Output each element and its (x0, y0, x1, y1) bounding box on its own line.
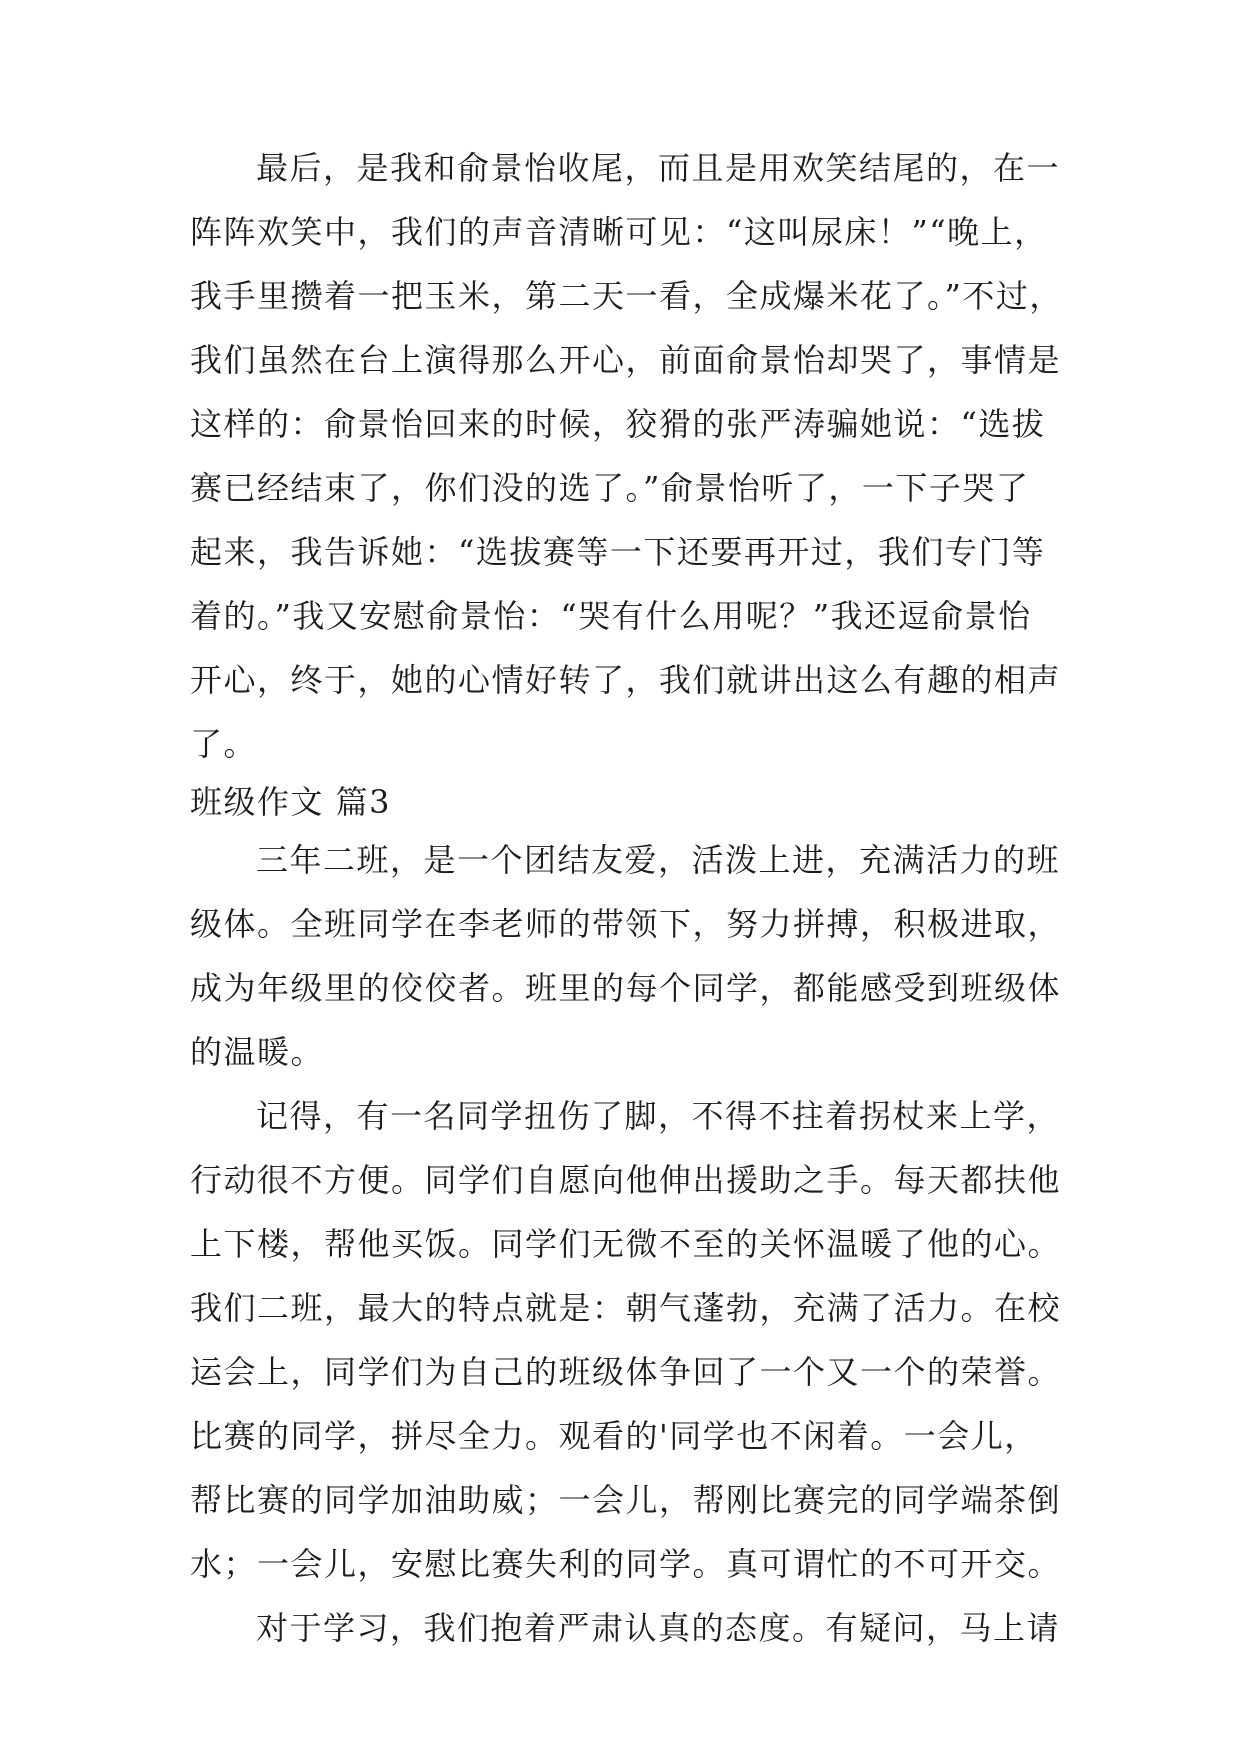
text-line: 最后，是我和俞景怡收尾，而且是用欢笑结尾的，在一 (256, 149, 1061, 187)
text-line: 我们虽然在台上演得那么开心，前面俞景怡却哭了，事情是 (190, 341, 1062, 379)
text-line: 着的。”我又安慰俞景怡：“哭有什么用呢？”我还逗俞景怡 (190, 597, 1032, 635)
text-line: 我们二班，最大的特点就是：朝气蓬勃，充满了活力。在校 (190, 1289, 1062, 1327)
text-line: 级体。全班同学在李老师的带领下，努力拼搏，积极进取， (190, 905, 1062, 943)
text-line: 这样的：俞景怡回来的时候，狡猾的张严涛骗她说：“选拔 (190, 405, 1046, 443)
text-line: 了。 (190, 725, 258, 763)
text-line: 起来，我告诉她：“选拔赛等一下还要再开过，我们专门等 (190, 533, 1046, 571)
text-line: 对于学习，我们抱着严肃认真的态度。有疑问，马上请 (256, 1609, 1061, 1647)
text-line: 赛已经结束了，你们没的选了。”俞景怡听了，一下子哭了 (190, 469, 1030, 507)
section-title: 班级作文 篇3 (190, 783, 392, 821)
text-line: 三年二班，是一个团结友爱，活泼上进，充满活力的班 (256, 841, 1061, 879)
text-line: 我手里攒着一把玉米，第二天一看，全成爆米花了。”不过， (190, 277, 1063, 315)
text-line: 行动很不方便。同学们自愿向他伸出援助之手。每天都扶他 (190, 1161, 1062, 1199)
text-line: 水；一会儿，安慰比赛失利的同学。真可谓忙的不可开交。 (190, 1545, 1062, 1583)
text-line: 记得，有一名同学扭伤了脚，不得不拄着拐杖来上学， (256, 1097, 1061, 1135)
text-line: 阵阵欢笑中，我们的声音清晰可见：“这叫尿床！”“晚上， (190, 213, 1048, 251)
text-line: 开心，终于，她的心情好转了，我们就讲出这么有趣的相声 (190, 661, 1062, 699)
text-line: 上下楼，帮他买饭。同学们无微不至的关怀温暖了他的心。 (190, 1225, 1062, 1263)
text-line: 比赛的同学，拼尽全力。观看的'同学也不闲着。一会儿， (190, 1417, 1038, 1455)
text-line: 运会上，同学们为自己的班级体争回了一个又一个的荣誉。 (190, 1353, 1062, 1391)
text-line: 成为年级里的佼佼者。班里的每个同学，都能感受到班级体 (190, 969, 1062, 1007)
text-line: 帮比赛的同学加油助威；一会儿，帮刚比赛完的同学端茶倒 (190, 1481, 1062, 1519)
text-line: 的温暖。 (190, 1033, 325, 1071)
